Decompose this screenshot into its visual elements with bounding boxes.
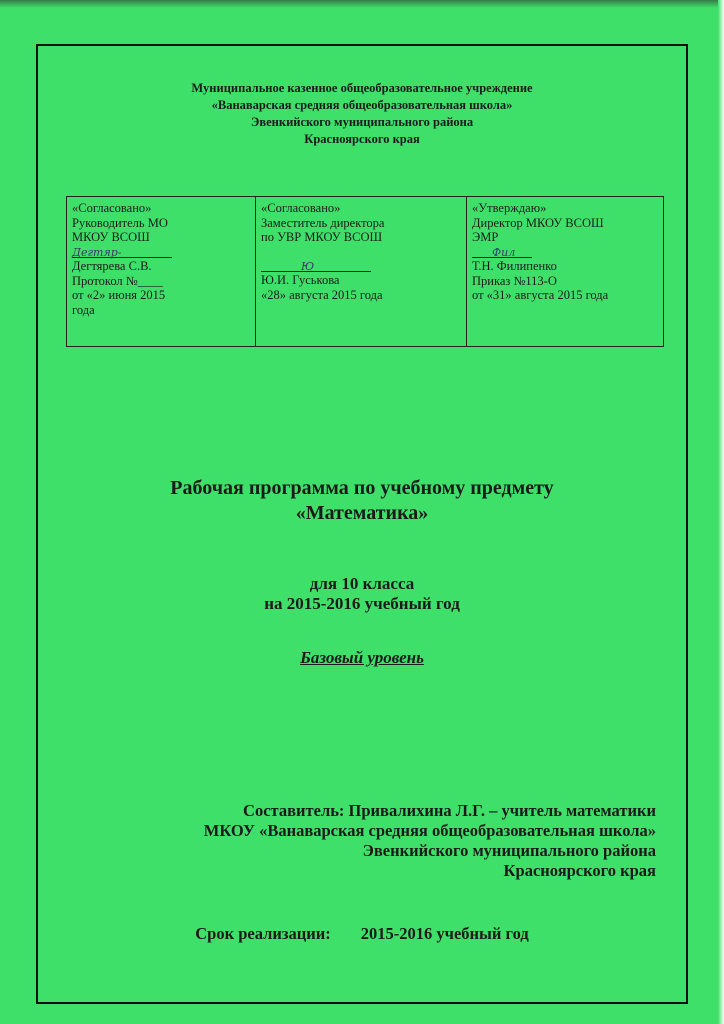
approval-position: Заместитель директора [261, 215, 385, 230]
page-frame [36, 44, 688, 1004]
class-info [38, 574, 686, 614]
header-line: Красноярского края [304, 132, 420, 146]
implementation-term [38, 924, 686, 944]
approval-date-year: года [72, 302, 95, 317]
approval-name: Ю.И. Гуськова [261, 273, 340, 287]
author-org: МКОУ «Ванаварская средняя общеобразовательная школа» [203, 821, 656, 840]
approval-cell-mo [67, 197, 256, 347]
subject-name: «Математика» [295, 502, 429, 524]
approval-position: Директор МКОУ ВСОШ [472, 215, 604, 230]
approval-date: «28» августа 2015 года [261, 287, 383, 302]
author-region: Красноярского края [503, 861, 656, 880]
header-line: Муниципальное казенное общеобразовательное учреждение [191, 81, 533, 95]
handwritten-signature: Фил [492, 245, 516, 259]
approval-org: по УВР МКОУ ВСОШ [261, 230, 383, 244]
school-year-label: на 2015-2016 учебный год [264, 594, 460, 613]
level-label: Базовый уровень [300, 648, 424, 667]
approval-order: Приказ №113-О [472, 273, 557, 288]
document-title [38, 476, 686, 526]
approval-cell-deputy [256, 197, 467, 347]
header-line: «Ванаварская средняя общеобразовательная школа» [211, 98, 513, 112]
approval-org: ЭМР [472, 230, 499, 244]
approval-date: от «2» июня 2015 [72, 288, 166, 302]
approval-cell-director [467, 197, 664, 347]
handwritten-signature: Дегтяр- [72, 245, 122, 259]
signature-line [472, 245, 658, 260]
grade-label: для 10 класса [309, 574, 415, 593]
scan-edge-right [718, 0, 724, 1024]
term-value: 2015-2016 учебный год [360, 924, 529, 943]
signature-line [72, 245, 250, 260]
signature-line [261, 259, 461, 274]
approval-name: Т.Н. Филипенко [472, 259, 557, 273]
handwritten-signature: Ю [301, 259, 315, 273]
approval-protocol: Протокол №____ [72, 273, 163, 288]
approval-label: «Утверждаю» [472, 201, 547, 215]
title-line: Рабочая программа по учебному предмету [170, 477, 554, 499]
approval-table [66, 196, 664, 347]
header-line: Эвенкийского муниципального района [250, 115, 474, 129]
author-line: Составитель: Привалихина Л.Г. – учитель математики [243, 801, 656, 820]
approval-label: «Согласовано» [261, 201, 341, 215]
approval-org: МКОУ ВСОШ [72, 230, 150, 244]
author-district: Эвенкийского муниципального района [362, 841, 656, 860]
term-label: Срок реализации: [195, 924, 331, 943]
scan-edge-top [0, 0, 724, 8]
approval-label: «Согласовано» [72, 201, 152, 215]
author-block [96, 801, 656, 881]
approval-name: Дегтярева С.В. [72, 259, 152, 273]
approval-date: от «31» августа 2015 года [472, 288, 609, 302]
approval-position: Руководитель МО [72, 215, 168, 230]
institution-header [38, 80, 686, 148]
